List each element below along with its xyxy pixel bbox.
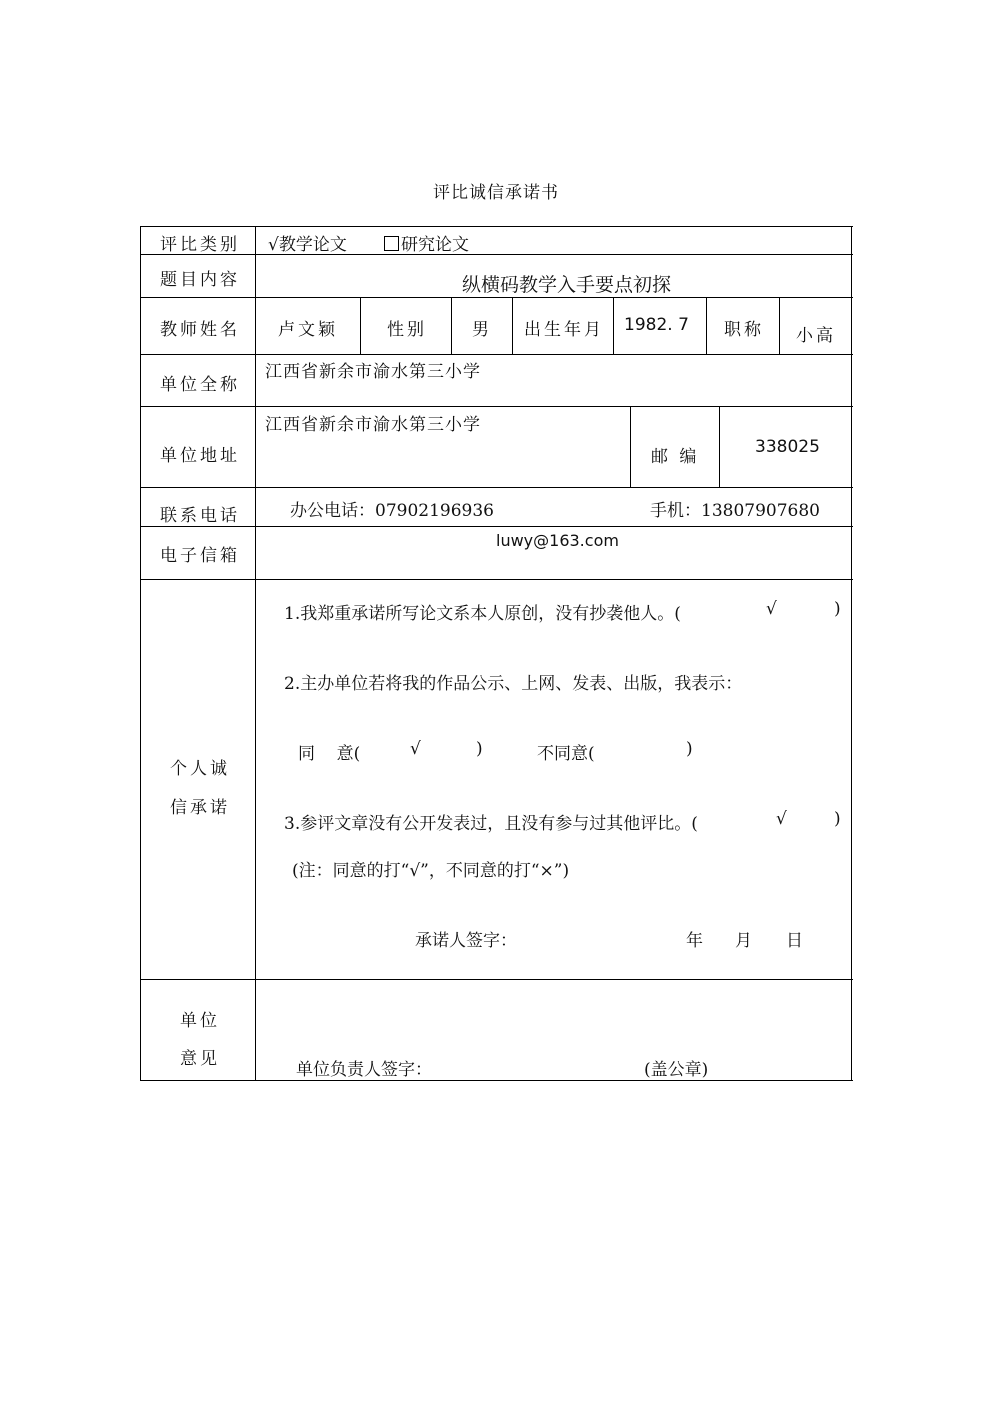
- pledge-label-line1: 个人诚: [170, 759, 230, 779]
- official-seal-label: (盖公章): [644, 1060, 709, 1080]
- mobile-phone: 手机：13807907680: [650, 501, 820, 521]
- check-mark-icon: √: [268, 235, 279, 255]
- agree-option: 同 意(: [298, 744, 361, 764]
- email-value: luwy@163.com: [496, 531, 619, 550]
- birth-value: 1982. 7: [624, 315, 689, 335]
- postcode-label: 邮 编: [651, 447, 700, 467]
- disagree-close: ): [686, 739, 693, 759]
- opinion-signer-label: 单位负责人签字：: [296, 1060, 432, 1080]
- rank-value: 小高: [796, 326, 836, 346]
- office-phone: 办公电话：07902196936: [290, 501, 494, 521]
- birth-label: 出生年月: [524, 320, 604, 340]
- pledge-note: (注：同意的打“√”，不同意的打“×”): [292, 861, 570, 881]
- address-value: 江西省新余市渝水第三小学: [265, 415, 481, 435]
- pledge-item-3-mark[interactable]: √: [776, 809, 787, 829]
- address-label: 单位地址: [160, 446, 240, 466]
- category-option-research[interactable]: [384, 230, 469, 255]
- pledge-signer-label: 承诺人签字：: [415, 931, 517, 951]
- teacher-name-value: 卢文颖: [278, 320, 338, 340]
- agree-close: ): [476, 739, 483, 759]
- category-option-research-label: 研究论文: [401, 235, 469, 255]
- category-option-teaching-label: 教学论文: [278, 235, 347, 255]
- opinion-label-line2: 意见: [180, 1049, 220, 1069]
- checkbox-empty-icon: [384, 236, 399, 251]
- postcode-value: 338025: [755, 437, 820, 457]
- gender-value: 男: [472, 320, 492, 340]
- pledge-item-1: 1.我郑重承诺所写论文系本人原创，没有抄袭他人。(: [284, 604, 681, 624]
- opinion-label-line1: 单位: [180, 1011, 220, 1031]
- pledge-month: 月: [735, 931, 752, 951]
- pledge-year: 年: [686, 931, 703, 951]
- category-option-teaching[interactable]: [268, 230, 347, 255]
- phone-label: 联系电话: [160, 506, 240, 526]
- category-label: 评比类别: [160, 235, 240, 255]
- topic-value: 纵横码教学入手要点初探: [462, 274, 672, 296]
- unit-value: 江西省新余市渝水第三小学: [265, 362, 481, 382]
- teacher-name-label: 教师姓名: [160, 320, 240, 340]
- disagree-option[interactable]: 不同意(: [537, 744, 595, 764]
- pledge-item-3-close: ): [834, 809, 841, 829]
- document-title: 评比诚信承诺书: [433, 183, 559, 203]
- pledge-item-1-mark[interactable]: √: [766, 599, 777, 619]
- topic-label: 题目内容: [160, 270, 240, 290]
- pledge-item-3: 3.参评文章没有公开发表过，且没有参与过其他评比。(: [284, 814, 698, 834]
- pledge-item-1-close: ): [834, 599, 841, 619]
- pledge-label-line2: 信承诺: [170, 798, 230, 818]
- agree-mark[interactable]: √: [410, 739, 421, 759]
- pledge-day: 日: [786, 931, 803, 951]
- rank-label: 职称: [724, 320, 764, 340]
- pledge-item-2: 2.主办单位若将我的作品公示、上网、发表、出版，我表示：: [284, 674, 743, 694]
- gender-label: 性别: [387, 320, 427, 340]
- unit-label: 单位全称: [160, 375, 240, 395]
- email-label: 电子信箱: [160, 546, 240, 566]
